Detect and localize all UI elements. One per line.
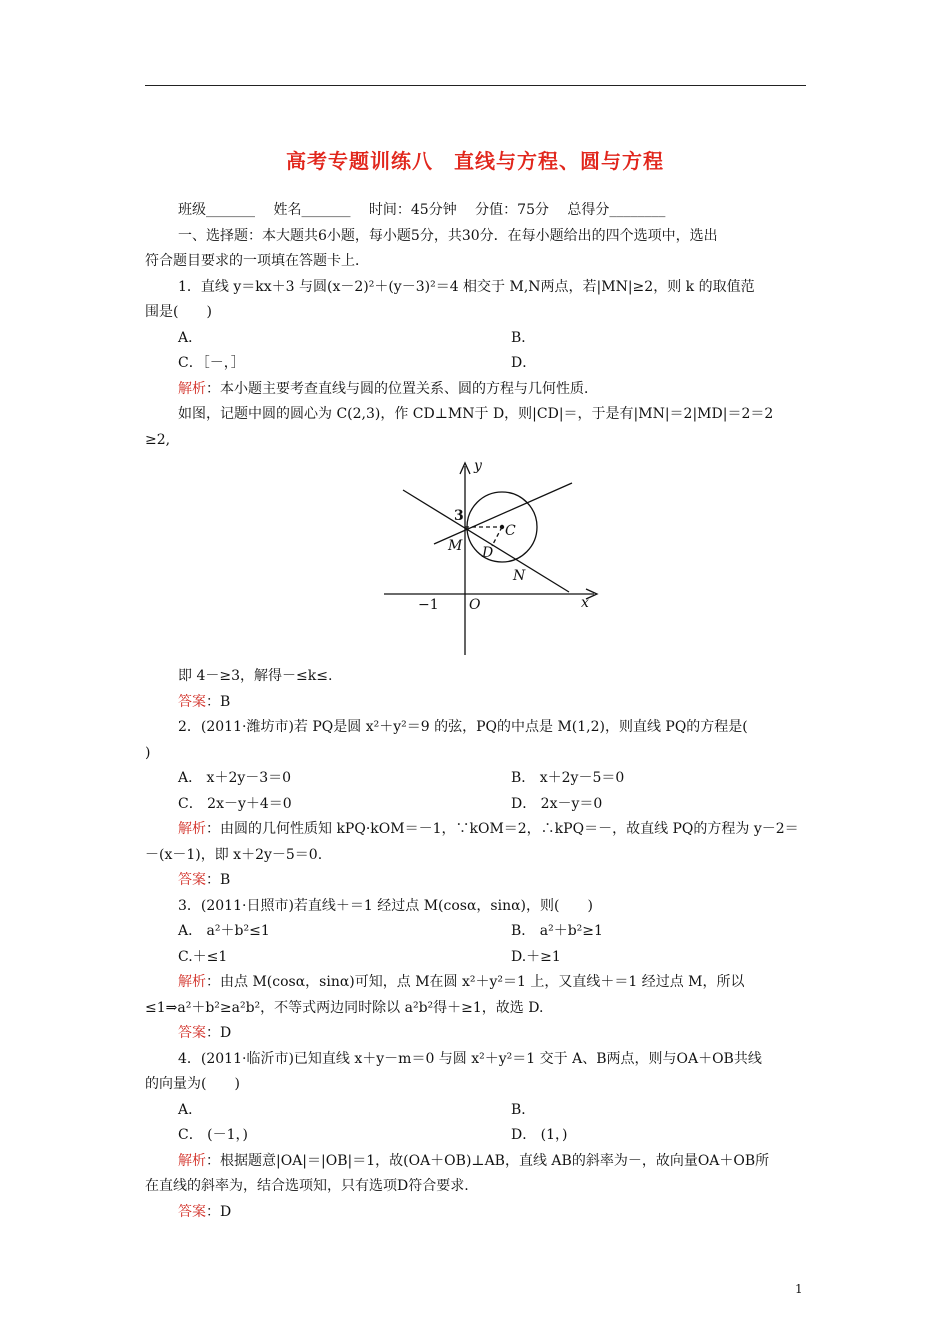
q2-analysis-text: ：由圆的几何性质知 kPQ·kOM＝－1，∵kOM＝2，∴kPQ＝－，故直线 PQ的方程为 y－2＝ — [206, 821, 799, 837]
answer-label: 答案 — [178, 1025, 206, 1041]
q1-analysis-line-2: 如图，记题中圆的圆心为 C(2,3)，作 CD⊥MN于 D，则|CD|＝，于是有|MN|＝2|MD|＝2＝2 — [178, 406, 774, 422]
q4-stem-line-2: 的向量为( ) — [145, 1076, 240, 1092]
center-point — [500, 525, 504, 529]
answer-label: 答案 — [178, 694, 206, 710]
q4-option-b: B． — [511, 1102, 536, 1118]
q3-answer-value: ：D — [206, 1025, 232, 1041]
q2-stem-line-1: 2．(2011·潍坊市)若 PQ是圆 x²＋y²＝9 的弦，PQ的中点是 M(1,2)，则直线 PQ的方程是( — [178, 719, 748, 735]
q2-analysis-line-2: －(x－1)，即 x＋2y－5＝0. — [145, 847, 323, 863]
analysis-label: 解析 — [178, 1153, 206, 1169]
q4-answer — [178, 1202, 231, 1222]
q4-stem-line-1: 4．(2011·临沂市)已知直线 x＋y－m＝0 与圆 x²＋y²＝1 交于 A、B两点，则与OA＋OB共线 — [178, 1051, 762, 1067]
q4-analysis-line-1 — [178, 1151, 769, 1171]
q3-stem: 3．(2011·日照市)若直线＋＝1 经过点 M(cosα，sinα)，则( ) — [178, 898, 593, 914]
label-neg1: −1 — [418, 597, 439, 613]
analysis-label: 解析 — [178, 974, 206, 990]
label-d: D — [482, 545, 494, 561]
answer-label: 答案 — [178, 1204, 206, 1220]
q2-option-a: A． x＋2y－3＝0 — [178, 770, 292, 786]
q1-analysis-text: ：本小题主要考查直线与圆的位置关系、圆的方程与几何性质． — [206, 381, 598, 397]
label-c: C — [505, 523, 516, 539]
q3-option-d: D.＋≥1 — [511, 949, 561, 965]
q2-analysis-line-1 — [178, 819, 799, 839]
q1-stem-line-1: 1．直线 y＝kx＋3 与圆(x－2)²＋(y－3)²＝4 相交于 M,N两点，若|MN|≥2，则 k 的取值范 — [178, 279, 755, 295]
q3-analysis-line-1 — [178, 972, 745, 992]
q3-analysis-text: ：由点 M(cosα，sinα)可知，点 M在圆 x²＋y²＝1 上，又直线＋＝1 经过点 M，所以 — [206, 974, 745, 990]
q3-option-b: B． a²＋b²≥1 — [511, 923, 603, 939]
label-3: 3 — [454, 508, 464, 524]
section-instructions-line-2: 符合题目要求的一项填在答题卡上． — [145, 253, 369, 269]
section-instructions-line-1: 一、选择题：本大题共6小题，每小题5分，共30分．在每小题给出的四个选项中，选出 — [178, 228, 718, 244]
page-number: 1 — [795, 1282, 803, 1296]
label-y: y — [474, 458, 482, 474]
q1-answer-value: ：B — [206, 694, 231, 710]
q2-answer — [178, 870, 230, 890]
q3-option-c: C.＋≤1 — [178, 949, 228, 965]
q4-analysis-line-2: 在直线的斜率为，结合选项知，只有选项D符合要求. — [145, 1178, 469, 1194]
label-o: O — [469, 597, 481, 613]
q2-answer-value: ：B — [206, 872, 231, 888]
q2-option-c: C． 2x－y＋4＝0 — [178, 796, 292, 812]
q1-analysis-line-3: ≥2, — [145, 432, 171, 448]
analysis-label: 解析 — [178, 381, 206, 397]
q2-option-d: D． 2x－y＝0 — [511, 796, 603, 812]
q3-analysis-line-2: ≤1⇒a²＋b²≥a²b²，不等式两边同时除以 a²b²得＋≥1，故选 D. — [145, 1000, 544, 1016]
q1-stem-line-2: 围是( ) — [145, 304, 212, 320]
q1-option-c: C．［－，］ — [178, 355, 245, 371]
document-title: 高考专题训练八 直线与方程、圆与方程 — [286, 149, 664, 173]
info-line: 班级_______ 姓名_______ 时间：45分钟 分值：75分 总得分________ — [178, 202, 666, 218]
q4-option-d: D． (1，) — [511, 1127, 568, 1143]
q4-option-c: C． (－1，) — [178, 1127, 248, 1143]
q1-option-b: B． — [511, 330, 536, 346]
q1-answer — [178, 692, 230, 712]
q2-option-b: B． x＋2y－5＝0 — [511, 770, 625, 786]
label-m: M — [448, 538, 463, 554]
analysis-label: 解析 — [178, 821, 206, 837]
q1-after-figure: 即 4－≥3，解得－≤k≤. — [178, 668, 333, 684]
q1-option-a: A． — [178, 330, 203, 346]
q3-answer — [178, 1023, 231, 1043]
q4-analysis-text: ：根据题意|OA|＝|OB|＝1，故(OA＋OB)⊥AB，直线 AB的斜率为－，故向量OA＋OB所 — [206, 1153, 770, 1169]
q4-answer-value: ：D — [206, 1204, 232, 1220]
q3-option-a: A． a²＋b²≤1 — [178, 923, 270, 939]
line-mn — [403, 490, 569, 592]
q2-stem-line-2: ) — [145, 745, 151, 761]
answer-label: 答案 — [178, 872, 206, 888]
label-n: N — [513, 568, 526, 584]
label-x: x — [581, 595, 589, 611]
q4-option-a: A． — [178, 1102, 203, 1118]
segment-cd — [492, 527, 502, 546]
q1-option-d: D． — [511, 355, 537, 371]
